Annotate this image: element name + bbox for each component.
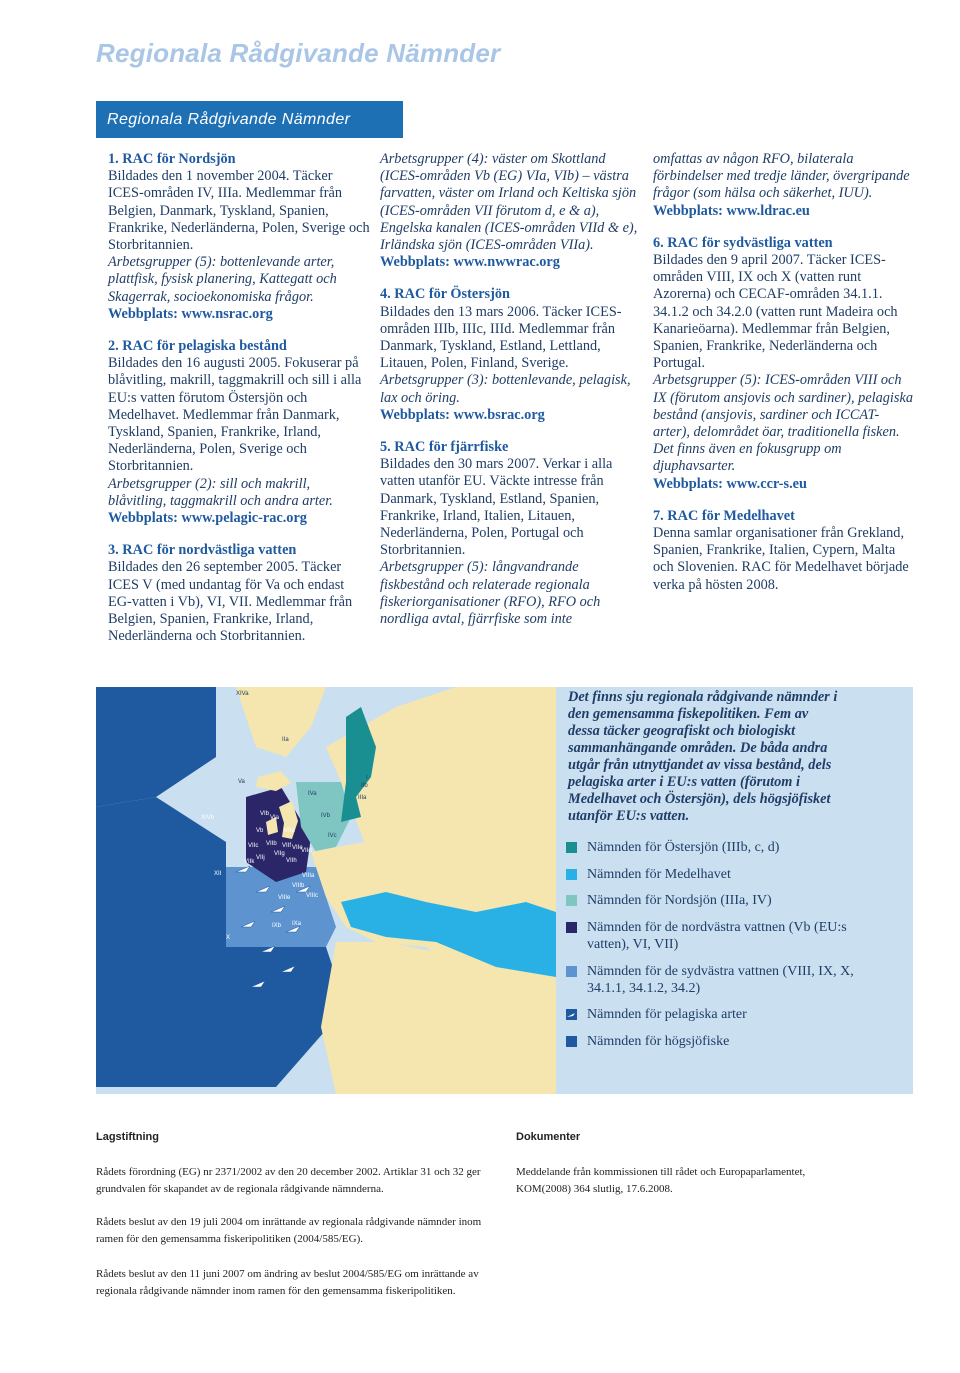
rac-baltic-workgroups: Arbetsgrupper (3): bottenlevande, pelagisk, lax och öring. [380, 372, 631, 406]
rac-northwest-website[interactable]: Webbplats: www.nwwrac.org [380, 254, 560, 271]
documents-paragraph-1: Meddelande från kommissionen till rådet och Europaparlamentet, KOM(2008) 364 slutlig, 17.6.2008. [516, 1166, 806, 1195]
map-label-29: IIb [361, 783, 368, 789]
rac-northwest-workgroups: Arbetsgrupper (4): väster om Skottland (ICES-områden Vb (EG) VIa, VIb) – västra farvatten, väster om Irland och Keltiska sjön (ICES-områden VII förutom d, e & a), Engelska kanalen (ICES-områden VIId & e), Irländska sjön (ICES-områden VIIa). [380, 151, 638, 254]
text-column-2 [380, 151, 642, 643]
rac-baltic-body: Bildades den 13 mars 2006. Täcker ICES-områden IIIb, IIIc, IIId. Medlemmar från Danmark, Tyskland, Estland, Lettland, Litauen, Polen, Finland, Sverige. [380, 303, 622, 372]
legislation-paragraph-1: Rådets förordning (EG) nr 2371/2002 av den 20 december 2002. Artiklar 31 och 32 ger grundvalen för skapandet av de regionala rådgivande nämnderna. [96, 1166, 481, 1195]
legend-swatch-mediterranean [566, 869, 577, 880]
rac-long-distance-website[interactable]: Webbplats: www.ldrac.eu [653, 202, 810, 219]
map-label-22: X [226, 935, 231, 941]
rac-long-distance-workgroups-cont: omfattas av någon RFO, bilaterala förbindelser med tredje länder, övergripande frågor (som hälsa och säkerhet, IUU). [653, 151, 910, 202]
rac-north-sea-heading: 1. RAC för Nordsjön [108, 151, 236, 167]
rac-pelagic-website[interactable]: Webbplats: www.pelagic-rac.org [108, 510, 307, 527]
legislation-heading: Lagstiftning [96, 1131, 159, 1143]
legend-label-north-sea: Nämnden för Nordsjön (IIIa, IV) [587, 893, 772, 908]
map-label-0: XIVb [201, 815, 215, 821]
rac-north-sea-body: Bildades den 1 november 2004. Täcker ICES-områden IV, IIIa. Medlemmar från Belgien, Danmark, Tyskland, Spanien, Frankrike, Nederländerna, Polen, Sverige och Storbritannien. [108, 168, 370, 254]
ices-areas-map [96, 687, 556, 1094]
map-label-17: VIIIb [292, 883, 305, 889]
rac-southwest-body: Bildades den 9 april 2007. Täcker ICES-områden VIII, IX och X (vatten runt Azorerna) och CECAF-områden 34.1.1. 34.1.2 och 34.2.0 (vatten runt Madeira och Kanarieöarna). Medlemmar från Belgien, Spanien, Frankrike, Nederländerna och Portugal. [653, 252, 898, 372]
rac-pelagic-heading: 2. RAC för pelagiska bestånd [108, 338, 287, 355]
rac-long-distance-heading: 5. RAC för fjärrfiske [380, 439, 509, 456]
map-label-3: Vb [256, 828, 264, 834]
legend-label-southwest: Nämnden för de sydvästra vattnen (VIII, IX, X, 34.1.1, 34.1.2, 34.2) [587, 964, 854, 996]
rac-southwest-heading: 6. RAC för sydvästliga vatten [653, 234, 833, 251]
text-column-1 [108, 151, 370, 660]
legend-label-high-seas: Nämnden för högsjöfiske [587, 1034, 730, 1049]
legislation-paragraph-3: Rådets beslut av den 11 juni 2007 om ändring av beslut 2004/585/EG om inrättande av regionala rådgivande nämnder inom ramen för den gemensamma fiskeripolitiken. [96, 1268, 479, 1297]
map-label-15: VIIf [282, 843, 292, 849]
rac-southwest-website[interactable]: Webbplats: www.ccr-s.eu [653, 475, 807, 492]
rac-northwest-heading: 3. RAC för nordvästliga vatten [108, 542, 297, 559]
map-caption: Det finns sju regionala rådgivande nämnder i den gemensamma fiskepolitiken. Fem av dessa täcker geografiskt och biologiskt sammanhängande områden. De båda andra utgår från utnyttjandet av vissa bestånd, dels pelagiska arter i EU:s vatten (förutom i Medelhavet och Östersjön), dels högsjöfisket utanför EU:s vatten. [568, 689, 838, 824]
legend-swatch-high-seas [566, 1036, 577, 1047]
map-label-26: IIIa [358, 795, 367, 801]
legend-swatch-baltic [566, 842, 577, 853]
map-label-7: VIIb [266, 841, 277, 847]
legend-label-northwest: Nämnden för de nordvästra vattnen (Vb (EU:s vatten), VI, VII) [587, 920, 847, 952]
map-label-27: IIa [282, 737, 289, 743]
map-label-16: VIIIa [302, 873, 315, 879]
rac-mediterranean-heading: 7. RAC för Medelhavet [653, 507, 795, 524]
map-label-21: IXb [272, 923, 282, 929]
map-label-14: VIId [301, 848, 312, 854]
rac-long-distance-body: Bildades den 30 mars 2007. Verkar i alla vatten utanför EU. Väckte intresse från Danmark, Tyskland, Estland, Spanien, Frankrike, Irland, Italien, Litauen, Nederländerna, Polen, Portugal och Storbritannien. [380, 456, 613, 559]
map-label-19: VIIIe [278, 895, 291, 901]
section-banner: Regionala Rådgivande Nämnder [96, 101, 403, 138]
rac-north-sea-website[interactable]: Webbplats: www.nsrac.org [108, 305, 273, 322]
map-label-28: I [366, 775, 368, 781]
page-title: Regionala Rådgivande Nämnder [96, 38, 501, 68]
rac-baltic-website[interactable]: Webbplats: www.bsrac.org [380, 406, 545, 423]
map-label-9: VIIj [256, 855, 265, 861]
map-label-23: IVa [308, 791, 317, 797]
rac-north-sea-workgroups: Arbetsgrupper (5): bottenlevande arter, plattfisk, fysisk planering, Kattegatt och Skagerrak, socioekonomiska frågor. [108, 254, 337, 305]
text-column-3 [653, 151, 915, 609]
map-label-11: VIIg [274, 851, 285, 857]
legend-swatch-northwest [566, 922, 577, 933]
legend-swatch-southwest [566, 966, 577, 977]
map-label-25: IVc [328, 833, 337, 839]
map-label-2: Va [238, 779, 245, 785]
map-label-8: VIIc [248, 843, 259, 849]
legend-label-pelagic: Nämnden för pelagiska arter [587, 1007, 747, 1022]
legislation-paragraph-2: Rådets beslut av den 19 juli 2004 om inrättande av regionala rådgivande nämnder inom ramen för den gemensamma fiskeripolitiken (2004/585/EG). [96, 1216, 482, 1245]
rac-southwest-workgroups: Arbetsgrupper (5): ICES-områden VIII och IX (förutom ansjovis och sardiner), pelagiska bestånd (ansjovis, sardiner och ICCAT-arter), delområdet öar, traditionella fisken. Det finns även en fokusgrupp om djuphavsarter. [653, 372, 913, 475]
map-label-18: VIIIc [306, 893, 319, 899]
map-high-seas-west [96, 797, 226, 1087]
map-label-24: IVb [321, 813, 331, 819]
rac-baltic-heading: 4. RAC för Östersjön [380, 286, 510, 303]
rac-northwest-body: Bildades den 26 september 2005. Täcker ICES V (med undantag för Va och endast EG-vatten i Vb), VI, VII. Medlemmar från Belgien, Spanien, Frankrike, Irland, Nederländerna och Storbritannien. [108, 559, 353, 645]
map-label-30: XIVa [236, 691, 249, 697]
map-label-12: VIIh [286, 858, 297, 864]
rac-pelagic-workgroups: Arbetsgrupper (2): sill och makrill, blåvitling, taggmakrill och andra arter. [108, 475, 333, 509]
map-label-5: VIb [260, 811, 270, 817]
fish-icon [566, 1009, 577, 1020]
rac-long-distance-workgroups: Arbetsgrupper (5): långvandrande fiskbestånd och relaterade regionala fiskeriorganisationer (RFO), RFO och nordliga avtal, fjärrfiske som inte [380, 559, 601, 628]
map-label-6: VIIa [284, 828, 295, 834]
rac-pelagic-body: Bildades den 16 augusti 2005. Fokuserar på blåvitling, makrill, taggmakrill och sill i alla EU:s vatten förutom Östersjön och Medelhavet. Medlemmar från Danmark, Tyskland, Spanien, Frankrike, Irland, Nederländerna, Polen, Sverige och Storbritannien. [108, 355, 362, 475]
legend-label-baltic: Nämnden för Östersjön (IIIb, c, d) [587, 840, 780, 855]
documents-heading: Dokumenter [516, 1131, 581, 1143]
rac-mediterranean-body: Denna samlar organisationer från Grekland, Spanien, Frankrike, Italien, Cypern, Malta och Slovenien. RAC för Medelhavet började verka på hösten 2008. [653, 525, 909, 593]
map-label-20: IXa [292, 921, 302, 927]
map-label-1: XII [214, 871, 222, 877]
map-label-10: VIIk [244, 859, 255, 865]
legend-label-mediterranean: Nämnden för Medelhavet [587, 867, 731, 882]
map-label-4: VIa [270, 815, 280, 821]
map-label-13: VIIe [292, 845, 303, 851]
legend-swatch-north-sea [566, 895, 577, 906]
